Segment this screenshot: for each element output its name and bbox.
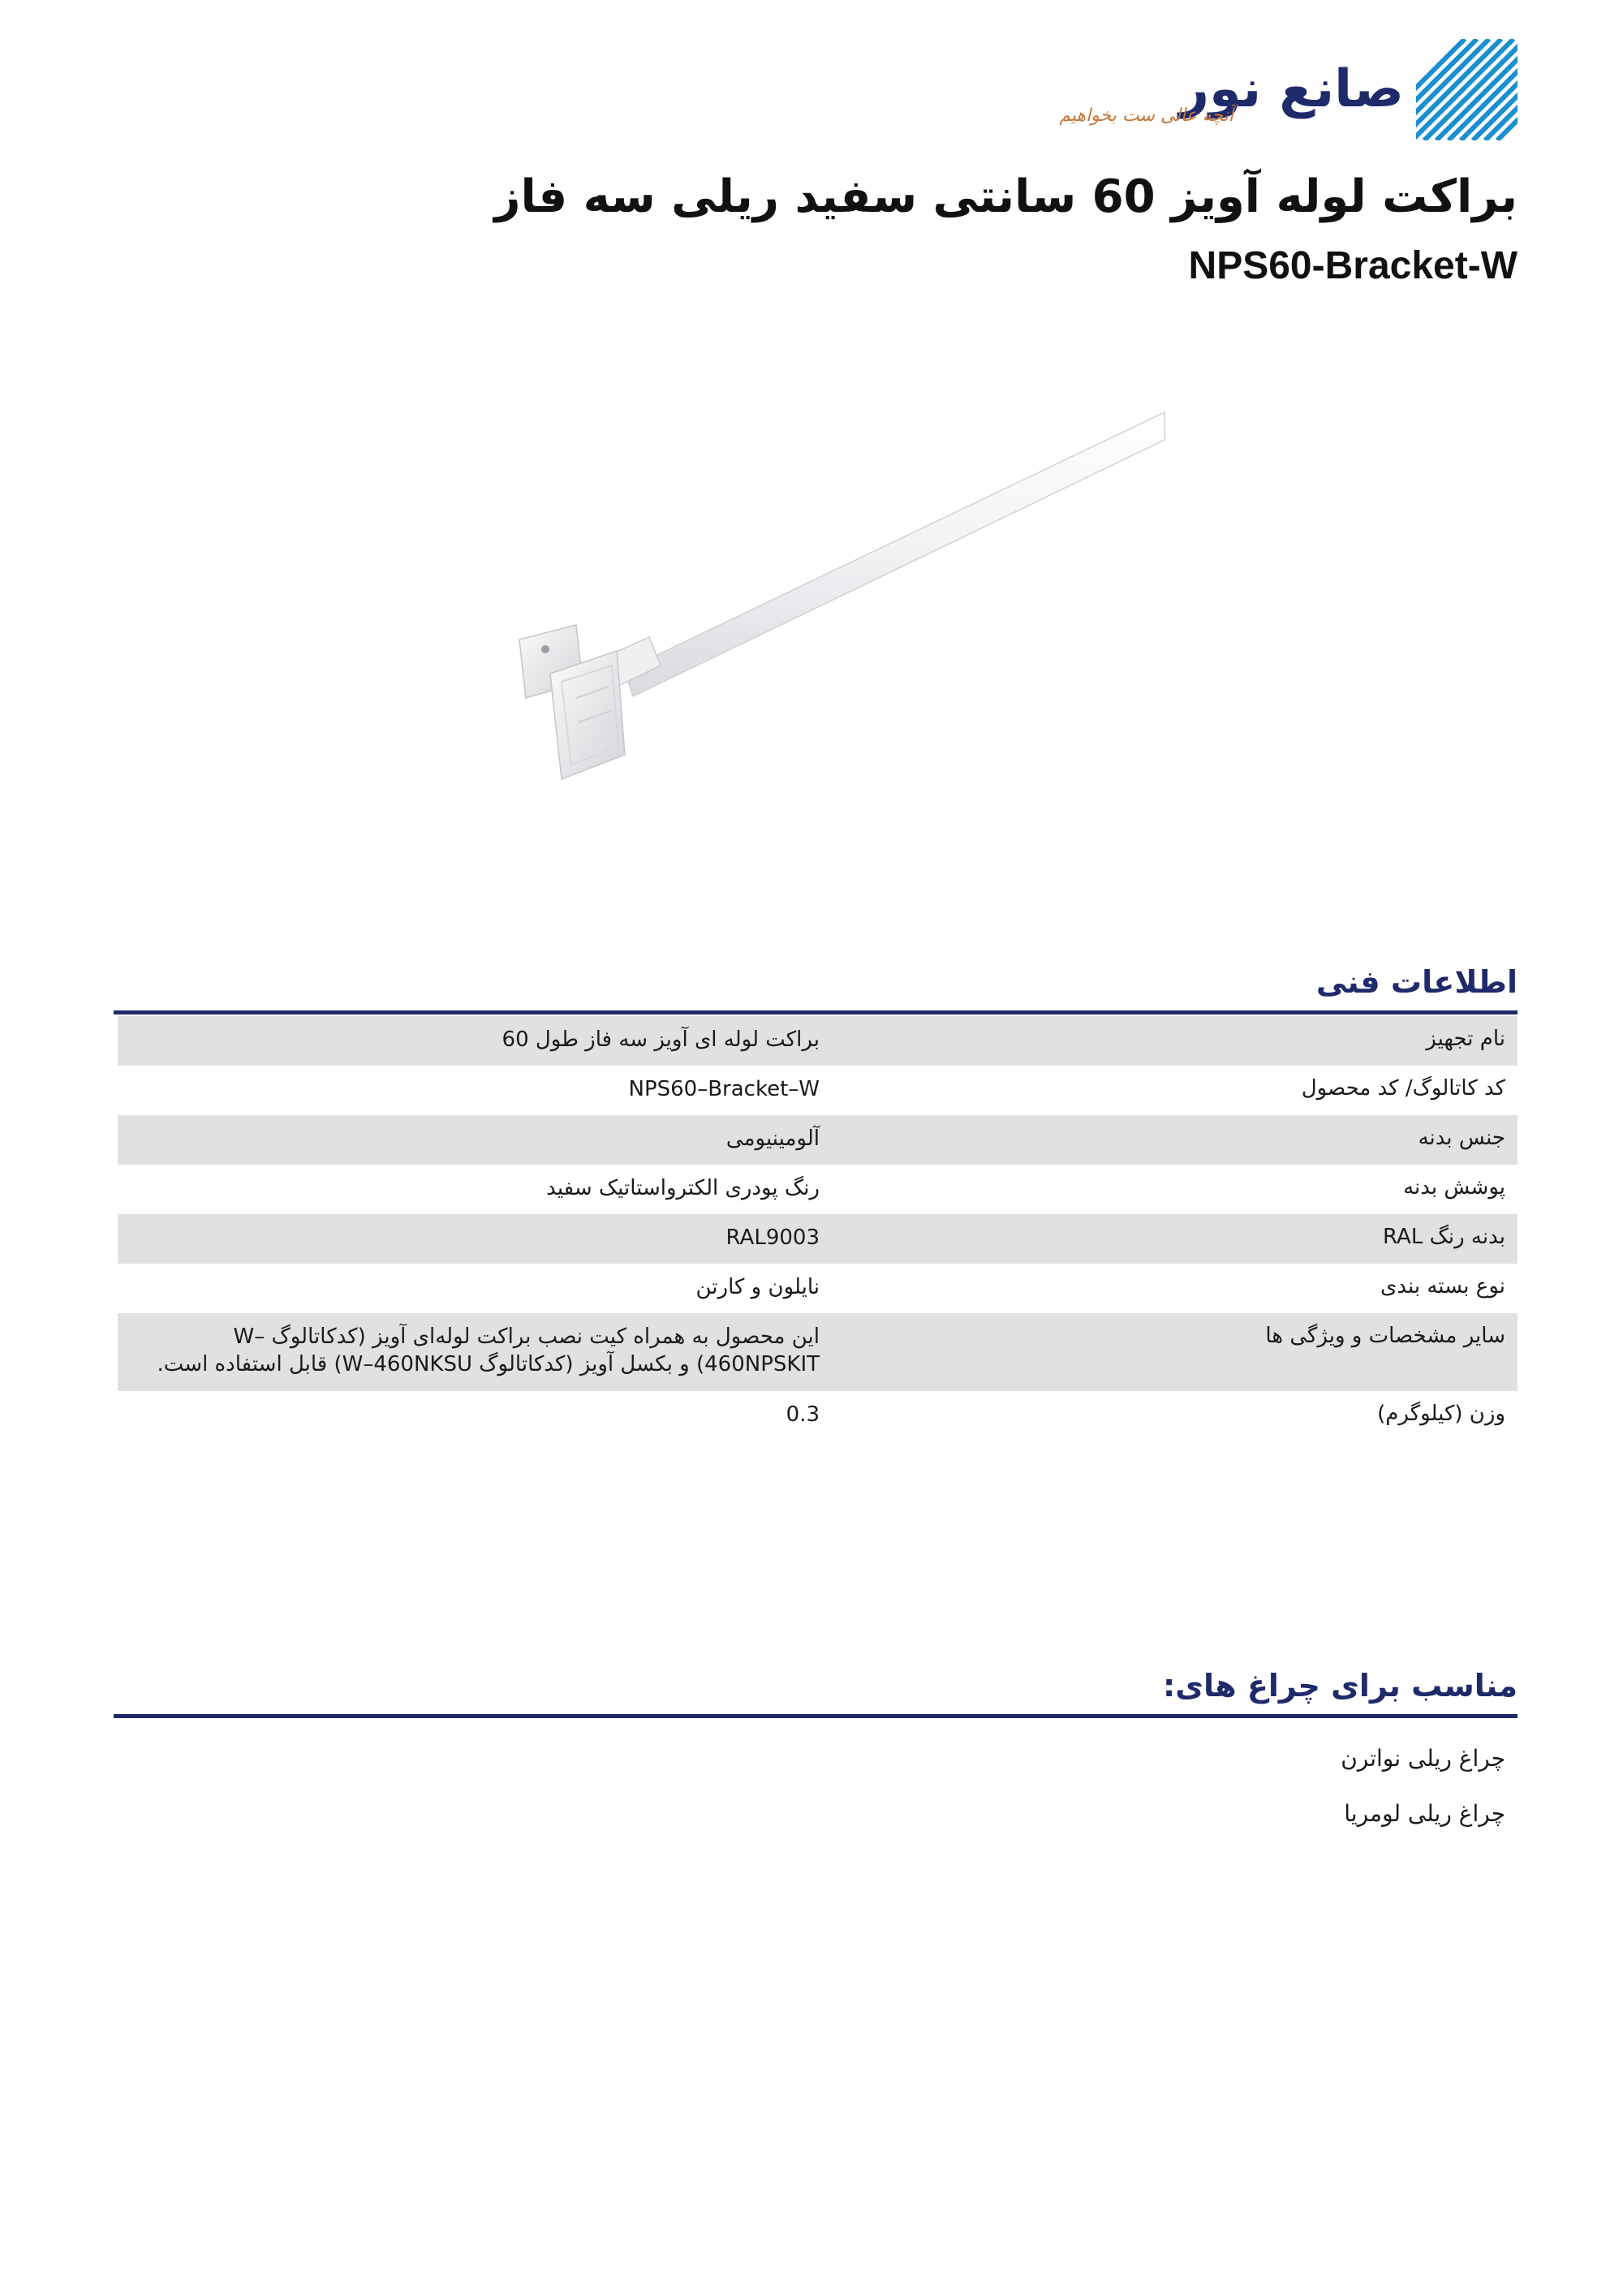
spec-value: RAL9003 [725,1226,820,1250]
specs-table [118,1016,1518,1441]
spec-row [118,1391,1518,1441]
spec-row [118,1016,1518,1066]
spec-row [118,1066,1518,1115]
spec-label: سایر مشخصات و ویژگی ها [1265,1324,1505,1348]
spec-label: پوشش بدنه [1403,1175,1505,1200]
spec-row [118,1264,1518,1313]
spec-label: کد کاتالوگ/ کد محصول [1301,1076,1505,1101]
list-item: چراغ ریلی نواترن [1341,1745,1505,1772]
spec-value: 0.3 [786,1402,820,1427]
product-title: براکت لوله آویز 60 سانتی سفید ریلی سه فاز [494,170,1518,223]
product-code: NPS60-Bracket-W [1188,244,1518,287]
brand-logo [1059,39,1518,140]
spec-value: رنگ پودری الکترواستاتیک سفید [546,1176,820,1200]
logo-stripes-icon [1416,39,1518,140]
spec-label: بدنه رنگ RAL [1383,1225,1505,1249]
spec-row [118,1115,1518,1165]
spec-label: جنس بدنه [1418,1126,1505,1150]
spec-label: نوع بسته بندی [1380,1274,1505,1299]
specs-section-title: اطلاعات فنی [1315,964,1518,1000]
spec-value: براکت لوله ای آویز سه فاز طول 60 [502,1027,820,1052]
compatible-section-title: مناسب برای چراغ های: [1163,1668,1518,1704]
spec-label: وزن (کیلوگرم) [1377,1402,1505,1426]
compatible-divider [114,1714,1518,1718]
spec-row [118,1313,1518,1391]
specs-divider [114,1010,1518,1014]
spec-row [118,1165,1518,1214]
logo-wordmark: صانع نور [1179,59,1404,119]
compatible-list [1341,1745,1505,1855]
spec-row [118,1214,1518,1264]
product-image [487,390,1177,812]
spec-value: آلومینیومی [725,1126,820,1151]
list-item: چراغ ریلی لومریا [1344,1800,1505,1827]
spec-label: نام تجهیز [1426,1027,1505,1051]
logo-tagline: آنچه عالی ست بخواهیم [1059,106,1233,126]
spec-value: این محصول به همراه کیت نصب براکت لوله‌ای آویز (کدکاتالوگ W–460NPSKIT) و بکسل آویز (کدکاتالوگ W–460NKSU) قابل استفاده است. [157,1325,820,1376]
spec-value: NPS60–Bracket–W [628,1077,820,1101]
spec-value: نایلون و کارتن [695,1275,820,1299]
